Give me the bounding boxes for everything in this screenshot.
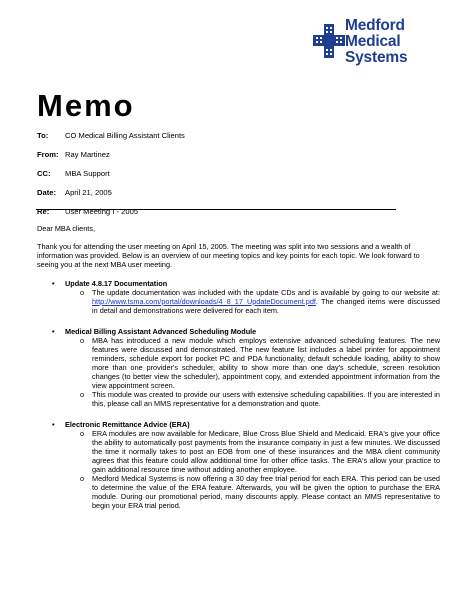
- logo-line-3: Systems: [345, 49, 408, 66]
- logo-wordmark: [345, 18, 407, 66]
- memo-title: Memo: [37, 88, 135, 123]
- field-value: April 21, 2005: [65, 188, 112, 197]
- salutation: Dear MBA clients,: [37, 224, 95, 233]
- header-divider: [36, 209, 396, 210]
- section-era: [37, 420, 440, 510]
- item-text-after: . The changed items were discussed in detail and demonstrations were delivered for each item.: [92, 297, 440, 315]
- field-label: From:: [37, 150, 59, 159]
- list-item: [37, 474, 440, 510]
- heading-text: Electronic Remittance Advice (ERA): [65, 420, 190, 429]
- field-label: Date:: [37, 188, 56, 197]
- item-text: This module was created to provide our users with extensive scheduling capabilities. If you are interested in this, please call an MMS representative for a demonstration and quote.: [92, 390, 440, 408]
- item-text: ERA modules are now available for Medicare, Blue Cross Blue Shield and Medicaid. ERA's give your office the ability to automatically post payments from the insurance company in just a few minutes. We discussed the time it normally takes to post an EOB from one of these insurances and the MBA client community agrees that this feature could allow additional time for other office tasks. The ERA's allow your practice to gain additional resource time without adding another employee.: [92, 429, 440, 474]
- field-label: CC:: [37, 169, 51, 178]
- medical-cross-icon: [313, 24, 345, 58]
- field-label: To:: [37, 131, 49, 140]
- sub-bullet-icon: o: [80, 429, 85, 438]
- sub-bullet-icon: o: [80, 390, 85, 399]
- field-value: Ray Martinez: [65, 150, 110, 159]
- logo-line-2: Medical: [345, 33, 401, 50]
- list-item: [37, 429, 440, 474]
- heading-text: Medical Billing Assistant Advanced Scheduling Module: [65, 327, 257, 336]
- sub-bullet-icon: o: [80, 288, 85, 297]
- list-item: [37, 336, 440, 390]
- bullet-icon: •: [52, 279, 55, 288]
- heading-text: Update 4.8.17 Documentation: [65, 279, 168, 288]
- item-text: Medford Medical Systems is now offering a 30 day free trial period for each ERA. This period can be used to determine the value of the ERA feature. Afterwards, you will be given the option to purchase the ERA module. During our promotional period, many discounts apply. Please contact an MMS representative to begin your ERA trial period.: [92, 474, 440, 510]
- item-text: MBA has introduced a new module which employs extensive advanced scheduling features. The new features were discussed and demonstrated. The new feature list includes a label printer for appointment reminders, schedule export for pocket PC and PDA functionality, default schedule loading, ability to show more than one provider's scheduler, ability to show more than one day's schedule, screen resolution changes (to better view the scheduler), appointment copy, and extended appointment information from the view appointment screen.: [92, 336, 440, 390]
- update-document-link[interactable]: http://www.tsma.com/portal/downloads/4_8_17_UpdateDocument.pdf: [92, 297, 316, 306]
- section-heading: [37, 420, 440, 429]
- bullet-icon: •: [52, 420, 55, 429]
- section-heading: [37, 279, 440, 288]
- section-heading: [37, 327, 440, 336]
- logo-line-1: Medford: [345, 17, 405, 34]
- sub-bullet-icon: o: [80, 474, 85, 483]
- bullet-icon: •: [52, 327, 55, 336]
- intro-paragraph: Thank you for attending the user meeting on April 15, 2005. The meeting was split into two sessions and a wealth of information was provided. Below is an overview of our meeting topics and key points for each topic. We look forward to seeing you at the next MBA user meeting.: [37, 242, 420, 269]
- item-text-before: The update documentation was included with the update CDs and is available by going to our website at:: [92, 288, 440, 297]
- list-item: [37, 390, 440, 408]
- field-value: User Meeting I - 2005: [65, 207, 139, 216]
- list-item: [37, 288, 440, 315]
- section-scheduling-module: [37, 327, 440, 408]
- memo-body: [37, 224, 440, 522]
- section-update-documentation: [37, 279, 440, 315]
- sub-bullet-icon: o: [80, 336, 85, 345]
- field-value: MBA Support: [65, 169, 110, 178]
- company-logo: [313, 18, 443, 70]
- field-label: Re:: [37, 207, 50, 216]
- field-value: CO Medical Billing Assistant Clients: [65, 131, 185, 140]
